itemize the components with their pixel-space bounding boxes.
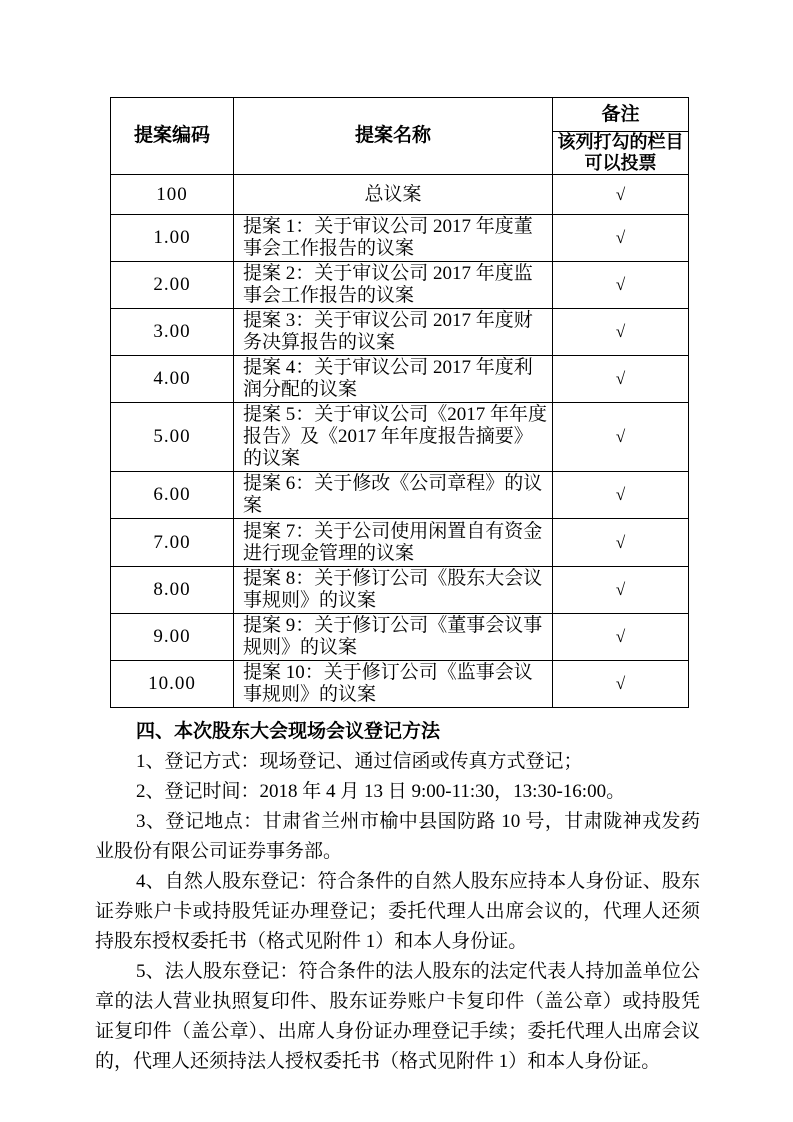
table-row-general [111, 175, 689, 215]
table-row-proposal-5 [111, 403, 689, 472]
proposal-code: 9.00 [111, 614, 234, 661]
registration-time-paragraph: 2、登记时间：2018 年 4 月 13 日 9:00-11:30，13:30-16:00。 [136, 781, 626, 802]
vote-checkmark: √ [553, 403, 689, 472]
proposal-code: 8.00 [111, 567, 234, 614]
proposal-code: 100 [111, 175, 234, 215]
vote-checkmark: √ [553, 661, 689, 708]
proposal-code: 7.00 [111, 519, 234, 567]
table-row-proposal-1 [111, 215, 689, 262]
table-row-proposal-9 [111, 614, 689, 661]
proposal-name: 提案 3：关于审议公司 2017 年度财务决算报告的议案 [234, 309, 553, 356]
col-header-remark: 备注 [553, 98, 689, 132]
vote-checkmark: √ [553, 472, 689, 519]
proposal-name: 总议案 [234, 175, 553, 215]
table-row-proposal-3 [111, 309, 689, 356]
proposal-name: 提案 4：关于审议公司 2017 年度利润分配的议案 [234, 356, 553, 403]
proposal-code: 2.00 [111, 262, 234, 309]
table-row-proposal-7 [111, 519, 689, 567]
col-header-remark-subnote: 该列打勾的栏目可以投票 [553, 132, 689, 175]
table-row-proposal-10 [111, 661, 689, 708]
proposal-code: 3.00 [111, 309, 234, 356]
proposal-name: 提案 7：关于公司使用闲置自有资金进行现金管理的议案 [234, 519, 553, 567]
table-row-proposal-2 [111, 262, 689, 309]
proposal-code: 5.00 [111, 403, 234, 472]
proposal-table-body [111, 175, 689, 708]
proposal-name: 提案 9：关于修订公司《董事会议事规则》的议案 [234, 614, 553, 661]
proposal-code: 4.00 [111, 356, 234, 403]
vote-checkmark: √ [553, 614, 689, 661]
proposal-code: 6.00 [111, 472, 234, 519]
vote-checkmark: √ [553, 309, 689, 356]
proposal-name: 提案 5：关于审议公司《2017 年年度报告》及《2017 年年度报告摘要》的议案 [234, 403, 553, 472]
proposal-table-header [111, 98, 689, 175]
proposal-name: 提案 6：关于修改《公司章程》的议案 [234, 472, 553, 519]
col-header-proposal-name: 提案名称 [234, 98, 553, 175]
proposal-name: 提案 10：关于修订公司《监事会议事规则》的议案 [234, 661, 553, 708]
vote-checkmark: √ [553, 356, 689, 403]
section-heading: 四、本次股东大会现场会议登记方法 [136, 721, 441, 742]
registration-place-paragraph: 3、登记地点：甘肃省兰州市榆中县国防路 10 号，甘肃陇神戎发药业股份有限公司证券事务部。 [95, 811, 700, 862]
vote-checkmark: √ [553, 175, 689, 215]
proposal-name: 提案 2：关于审议公司 2017 年度监事会工作报告的议案 [234, 262, 553, 309]
proposal-code: 1.00 [111, 215, 234, 262]
registration-method-paragraph: 1、登记方式：现场登记、通过信函或传真方式登记； [136, 751, 583, 772]
col-header-proposal-code: 提案编码 [111, 98, 234, 175]
proposal-code: 10.00 [111, 661, 234, 708]
table-row-proposal-6 [111, 472, 689, 519]
table-row-proposal-4 [111, 356, 689, 403]
proposal-name: 提案 1：关于审议公司 2017 年度董事会工作报告的议案 [234, 215, 553, 262]
proposal-name: 提案 8：关于修订公司《股东大会议事规则》的议案 [234, 567, 553, 614]
vote-checkmark: √ [553, 567, 689, 614]
vote-checkmark: √ [553, 215, 689, 262]
vote-checkmark: √ [553, 519, 689, 567]
legal-person-registration-paragraph: 5、法人股东登记：符合条件的法人股东的法定代表人持加盖单位公章的法人营业执照复印件、股东证券账户卡复印件（盖公章）或持股凭证复印件（盖公章）、出席人身份证办理登记手续；委托代理人出席会议的，代理人还须持法人授权委托书（格式见附件 1）和本人身份证。 [95, 961, 700, 1072]
natural-person-registration-paragraph: 4、自然人股东登记：符合条件的自然人股东应持本人身份证、股东证券账户卡或持股凭证办理登记；委托代理人出席会议的，代理人还须持股东授权委托书（格式见附件 1）和本人身份证。 [95, 871, 700, 952]
vote-checkmark: √ [553, 262, 689, 309]
table-row-proposal-8 [111, 567, 689, 614]
proposal-table [110, 97, 689, 708]
